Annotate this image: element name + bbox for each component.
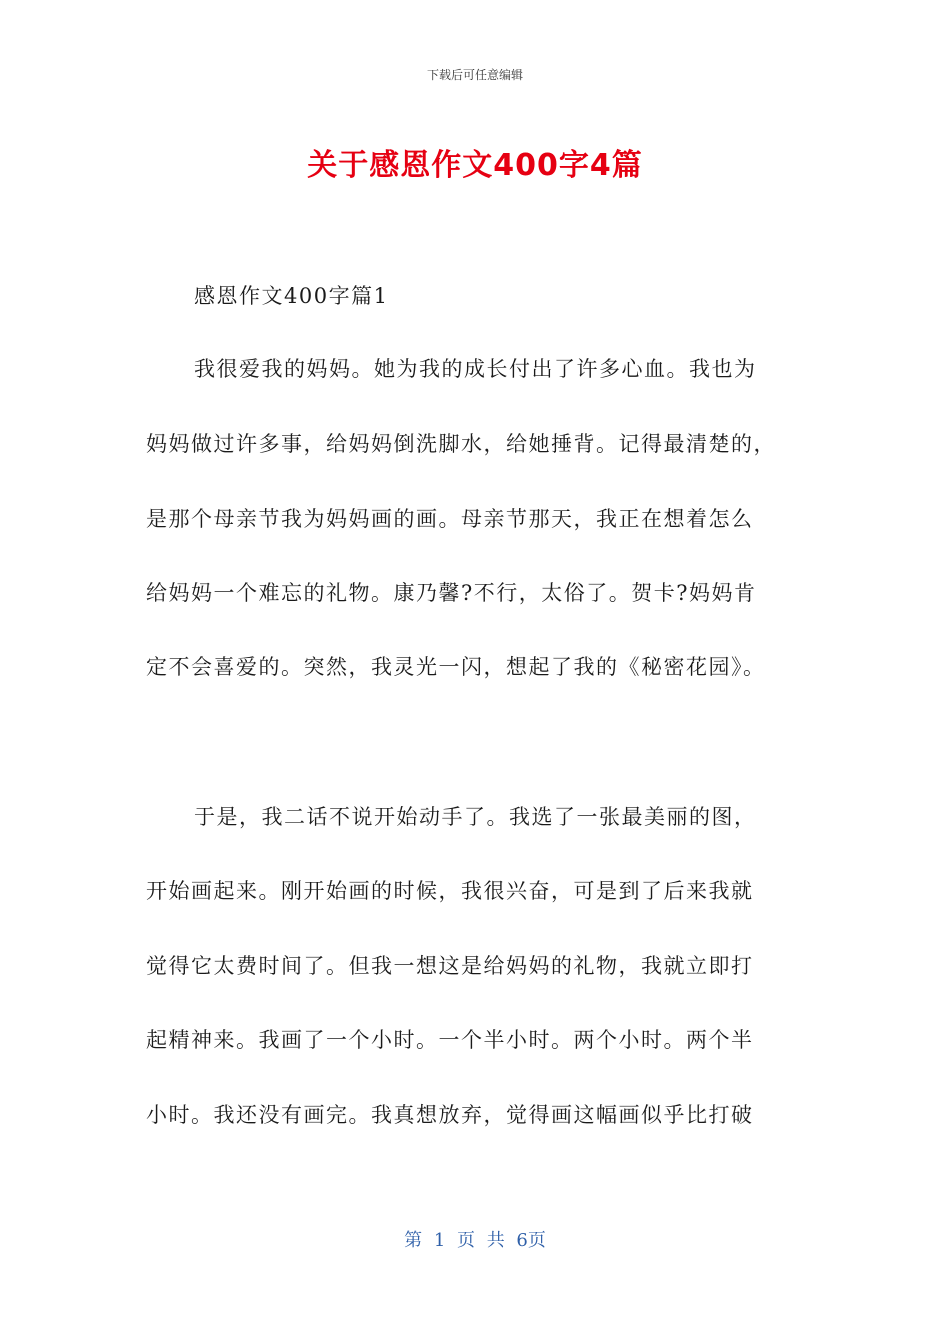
paragraph-1-line-4: 给妈妈一个难忘的礼物。康乃馨?不行，太俗了。贺卡?妈妈肯 — [146, 581, 757, 605]
paragraph-1-line-2: 妈妈做过许多事，给妈妈倒洗脚水，给她捶背。记得最清楚的， — [146, 432, 776, 456]
paragraph-2-line-4: 起精神来。我画了一个小时。一个半小时。两个小时。两个半 — [146, 1028, 754, 1052]
section-heading: 感恩作文400字篇1 — [194, 284, 389, 308]
paragraph-2-line-3: 觉得它太费时间了。但我一想这是给妈妈的礼物，我就立即打 — [146, 954, 754, 978]
paragraph-1-line-1: 我很爱我的妈妈。她为我的成长付出了许多心血。我也为 — [194, 357, 757, 381]
paragraph-1-line-5: 定不会喜爱的。突然，我灵光一闪，想起了我的《秘密花园》。 — [146, 655, 766, 679]
document-title: 关于感恩作文400字4篇 — [307, 148, 643, 183]
page-footer: 第 1 页 共 6页 — [404, 1230, 546, 1251]
paragraph-1-line-3: 是那个母亲节我为妈妈画的画。母亲节那天，我正在想着怎么 — [146, 507, 754, 531]
paragraph-2-line-2: 开始画起来。刚开始画的时候，我很兴奋，可是到了后来我就 — [146, 879, 754, 903]
paragraph-2-line-1: 于是，我二话不说开始动手了。我选了一张最美丽的图， — [194, 805, 757, 829]
paragraph-2-line-5: 小时。我还没有画完。我真想放弃，觉得画这幅画似乎比打破 — [146, 1103, 754, 1127]
header-note: 下载后可任意编辑 — [426, 68, 523, 82]
